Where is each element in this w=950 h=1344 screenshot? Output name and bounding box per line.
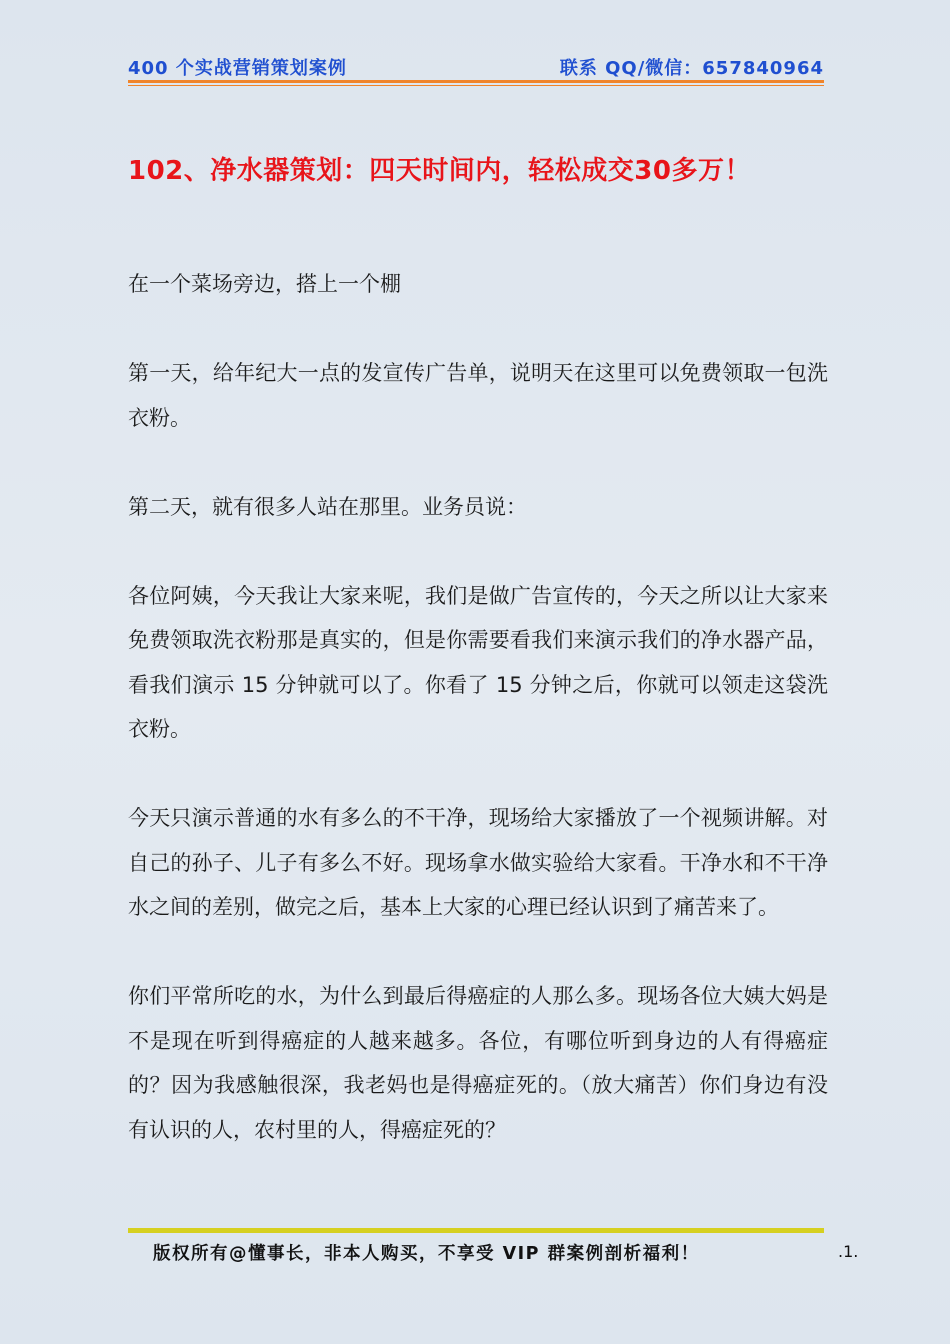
footer-copyright: 版权所有@懂事长，非本人购买，不享受 VIP 群案例剖析福利！ (153, 1244, 700, 1264)
paragraph: 各位阿姨，今天我让大家来呢，我们是做广告宣传的，今天之所以让大家来免费领取洗衣粉那是真实的，但是你需要看我们来演示我们的净水器产品，看我们演示 15 分钟就可以了。你看了 15 分钟之后，你就可以领走这袋洗衣粉。 (128, 583, 828, 741)
paragraph: 在一个菜场旁边，搭上一个棚 (128, 272, 401, 296)
header-contact: 联系 QQ/微信：657840964 (559, 58, 824, 79)
page-number: .1. (838, 1242, 859, 1261)
paragraph: 第二天，就有很多人站在那里。业务员说： (128, 494, 527, 519)
header-divider (128, 80, 824, 83)
paragraph: 你们平常所吃的水，为什么到最后得癌症的人那么多。现场各位大姨大妈是不是现在听到得癌症的人越来越多。各位，有哪位听到身边的人有得癌症的？因为我感触很深，我老妈也是得癌症死的。（放大痛苦）你们身边有没有认识的人，农村里的人，得癌症死的？ (128, 984, 828, 1142)
paragraph: 今天只演示普通的水有多么的不干净，现场给大家播放了一个视频讲解。对自己的孙子、儿子有多么不好。现场拿水做实验给大家看。干净水和不干净水之间的差别，做完之后，基本上大家的心理已经认识到了痛苦来了。 (128, 806, 828, 919)
article-title: 102、净水器策划：四天时间内，轻松成交30多万！ (128, 156, 751, 186)
header-divider-thin (128, 85, 824, 86)
paragraph: 第一天，给年纪大一点的发宣传广告单，说明天在这里可以免费领取一包洗衣粉。 (128, 361, 828, 430)
header-series-title: 400 个实战营销策划案例 (128, 58, 347, 79)
page-header (128, 54, 824, 80)
article-body (128, 262, 828, 1197)
footer-divider (128, 1228, 824, 1233)
